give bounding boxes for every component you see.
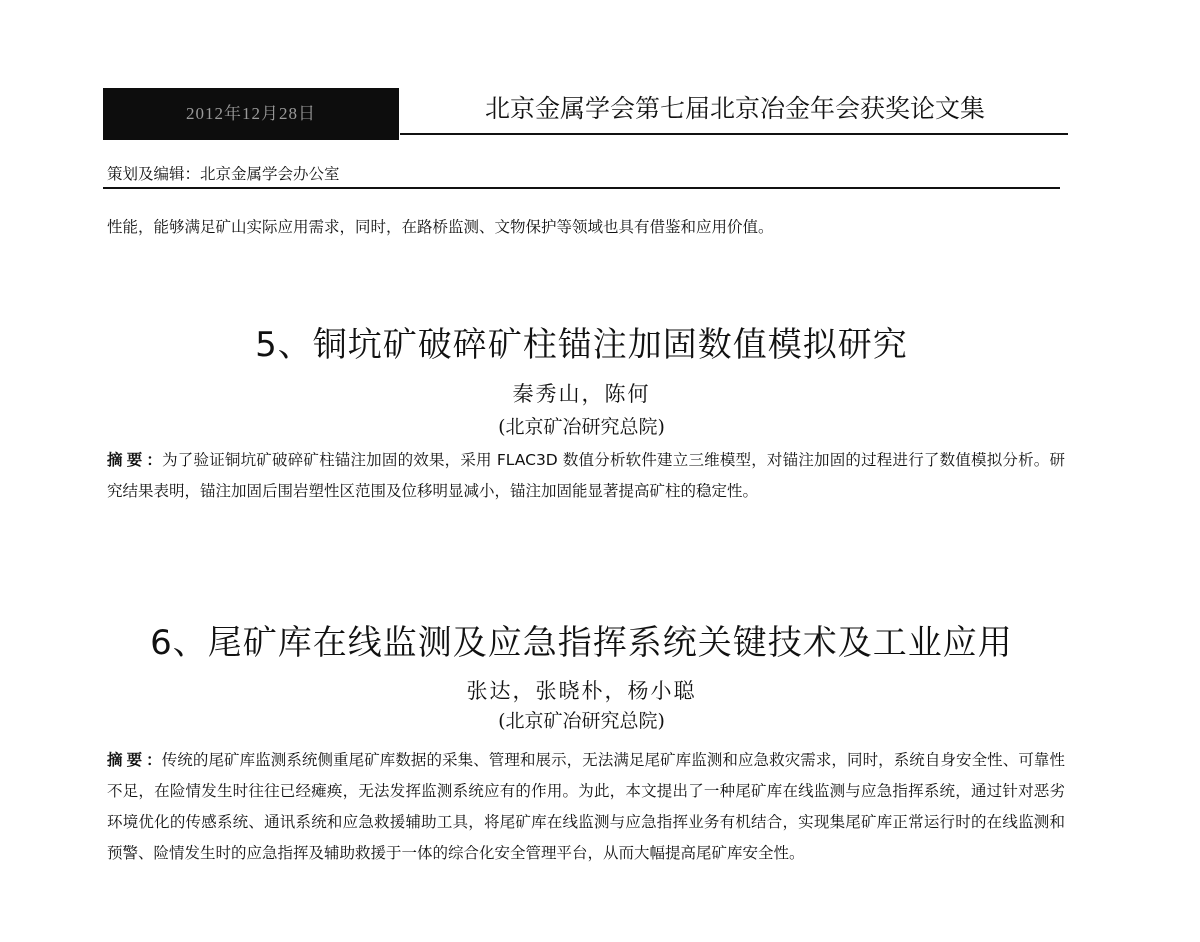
abstract-text: 为了验证铜坑矿破碎矿柱锚注加固的效果，采用 FLAC3D 数值分析软件建立三维模型，对锚注加固的过程进行了数值模拟分析。研究结果表明，锚注加固后围岩塑性区范围及位移明显减小，锚注加固能显著提高矿柱的稳定性。 [107, 451, 1065, 500]
article-5-abstract [107, 445, 1065, 507]
abstract-label: 摘要 [107, 751, 147, 769]
article-6-title: 6、尾矿库在线监测及应急指挥系统关键技术及工业应用 [150, 623, 1013, 663]
article-6-abstract [107, 745, 1065, 869]
header-date: 2012年12月28日 [186, 104, 316, 123]
article-6-affiliation: (北京矿冶研究总院) [498, 710, 665, 732]
header-date-block [103, 88, 399, 140]
article-6-authors: 张达，张晓朴，杨小聪 [466, 679, 697, 703]
editor-rule [103, 187, 1060, 189]
previous-article-continuation: 性能，能够满足矿山实际应用需求，同时，在路桥监测、文物保护等领域也具有借鉴和应用价值。 [107, 218, 774, 236]
article-5-title: 5、铜坑矿破碎矿柱锚注加固数值模拟研究 [255, 325, 908, 365]
abstract-text: 传统的尾矿库监测系统侧重尾矿库数据的采集、管理和展示，无法满足尾矿库监测和应急救灾需求，同时，系统自身安全性、可靠性不足，在险情发生时往往已经瘫痪，无法发挥监测系统应有的作用。为此，本文提出了一种尾矿库在线监测与应急指挥系统，通过针对恶劣环境优化的传感系统、通讯系统和应急救援辅助工具，将尾矿库在线监测与应急指挥业务有机结合，实现集尾矿库正常运行时的在线监测和预警、险情发生时的应急指挥及辅助救援于一体的综合化安全管理平台，从而大幅提高尾矿库安全性。 [107, 751, 1065, 862]
abstract-label: 摘要 [107, 451, 147, 469]
article-5-authors: 秦秀山，陈何 [512, 382, 651, 406]
header-rule [400, 133, 1068, 135]
editor-credit: 策划及编辑：北京金属学会办公室 [107, 165, 340, 183]
proceedings-title: 北京金属学会第七届北京冶金年会获奖论文集 [484, 94, 985, 123]
abstract-label-colon: ： [146, 451, 163, 469]
article-5-affiliation: (北京矿冶研究总院) [498, 416, 665, 438]
abstract-label-colon: ： [146, 751, 162, 769]
